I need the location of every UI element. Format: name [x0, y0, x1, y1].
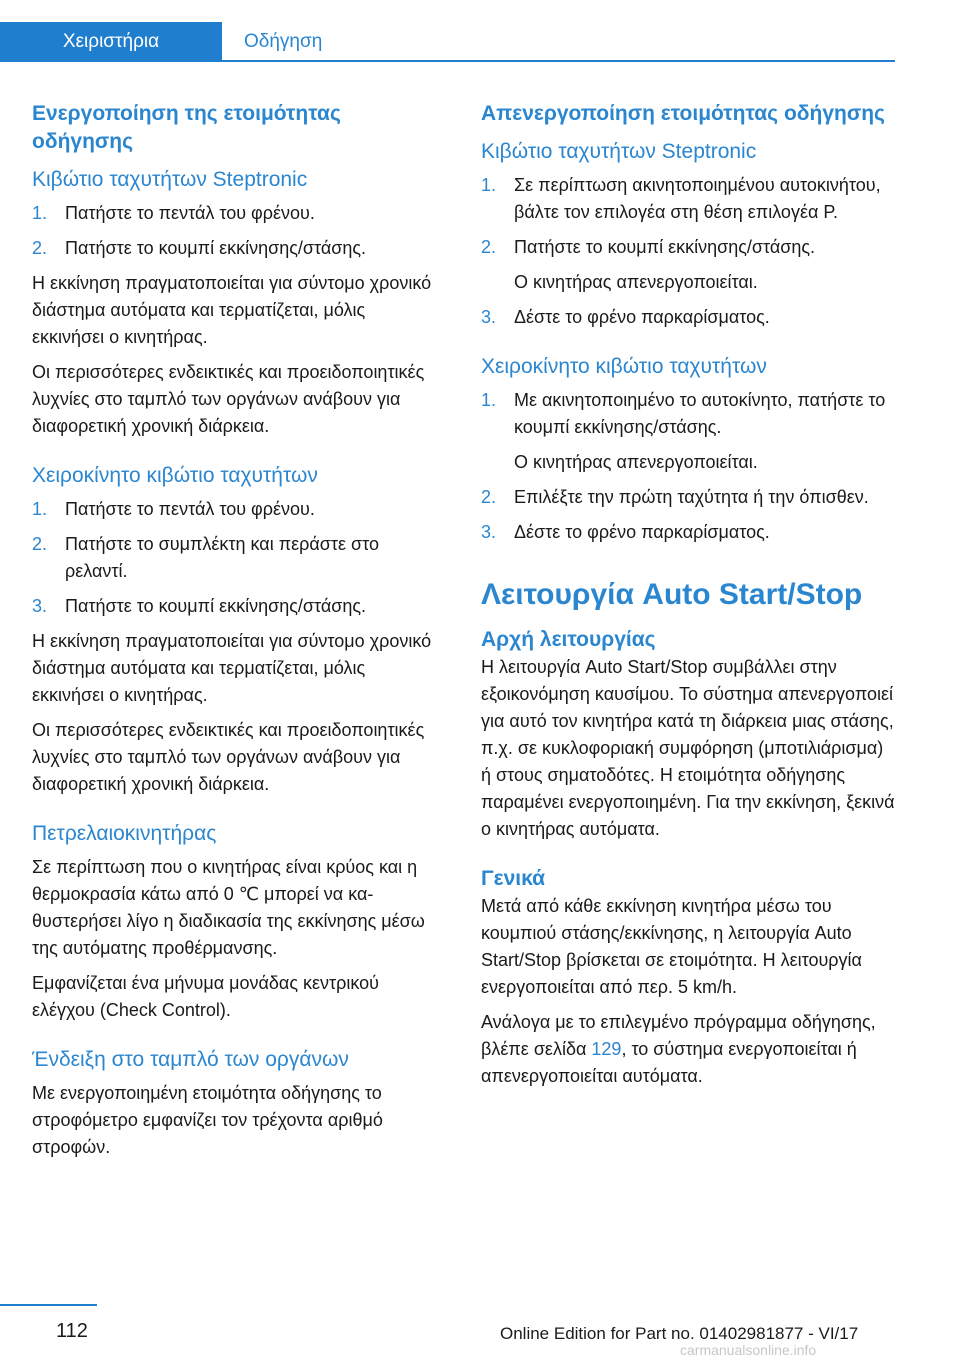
paragraph: Η εκκίνηση πραγματοποιείται για σύντομο χρονικό διάστημα αυτόματα και τερματίζεται, μόλις εκκινήσει ο κινητήρας. — [32, 631, 432, 705]
list-item — [32, 496, 442, 523]
list-item — [481, 387, 895, 476]
step-text: Δέστε το φρένο παρκαρίσματος. — [514, 307, 770, 327]
list-item — [32, 593, 442, 620]
subsection-heading: Αρχή λειτουργίας — [481, 628, 656, 651]
subsection-heading: Ένδειξη στο ταμπλό των οργάνων — [32, 1048, 349, 1071]
subsection-heading: Γενικά — [481, 867, 546, 890]
step-number: 1. — [32, 499, 48, 519]
left-column — [32, 100, 442, 1169]
paragraph: Μετά από κάθε εκκίνηση κινητήρα μέσω του κουμπιού στάσης/εκκίνησης, η λειτουργία Auto Start/Stop βρίσκεται σε ετοιμότητα. Η λειτουργία ενεργοποιείται από περ. 5 km/h. — [481, 896, 862, 997]
list-item — [481, 304, 895, 331]
step-result: Ο κινητήρας απενεργοποιείται. — [514, 452, 758, 472]
chapter-heading: Λειτουργία Auto Start/Stop — [481, 578, 863, 611]
subsection-heading: Χειροκίνητο κιβώτιο ταχυτήτων — [32, 464, 318, 487]
paragraph: Με ενεργοποιημένη ετοιμότητα οδήγησης το στροφόμετρο εμφανίζει τον τρέχοντα αριθμό στροφών. — [32, 1083, 383, 1157]
section-title: Ενεργοποίηση της ετοιμότητας οδήγησης — [32, 102, 341, 153]
right-column — [481, 100, 895, 1098]
list-item — [481, 234, 895, 296]
paragraph — [481, 1009, 895, 1090]
subsection-heading: Κιβώτιο ταχυτήτων Steptronic — [481, 140, 757, 163]
paragraph: Σε περίπτωση που ο κινητήρας είναι κρύος και η θερμοκρασία κάτω από 0 ℃ μπορεί να καθυστερήσει λίγο η διαδικασία της εκκίνησης μέσω της αυτόματης προθέρμανσης. — [32, 857, 425, 958]
list-item — [32, 235, 442, 262]
section-title: Απενεργοποίηση ετοιμότητας οδήγησης — [481, 102, 885, 125]
steps-list — [481, 172, 895, 331]
list-item — [481, 172, 895, 226]
step-number: 3. — [481, 307, 497, 327]
list-item — [481, 519, 895, 546]
step-number: 2. — [481, 237, 497, 257]
step-text: Δέστε το φρένο παρκαρίσματος. — [514, 522, 770, 542]
tab-controls[interactable]: Χειριστήρια — [0, 22, 222, 62]
list-item — [481, 484, 895, 511]
step-number: 1. — [32, 203, 48, 223]
steps-list — [481, 387, 895, 546]
step-number: 3. — [32, 596, 48, 616]
subsection-heading: Κιβώτιο ταχυτήτων Steptronic — [32, 168, 308, 191]
paragraph: Οι περισσότερες ενδεικτικές και προειδοποιητικές λυχνίες στο ταμπλό των οργάνων ανάβουν για διαφορετική χρονική διάρκεια. — [32, 362, 425, 436]
footer-divider — [0, 1304, 97, 1306]
step-text: Πατήστε το συμπλέκτη και περάστε στο ρελαντί. — [65, 534, 380, 581]
paragraph: Η εκκίνηση πραγματοποιείται για σύντομο χρονικό διάστημα αυτόματα και τερματίζεται, μόλις εκκινήσει ο κινητήρας. — [32, 273, 432, 347]
edition-note: Online Edition for Part no. 01402981877 - VI/17 — [500, 1324, 859, 1343]
steps-list — [32, 200, 442, 262]
list-item — [32, 200, 442, 227]
step-number: 2. — [32, 238, 48, 258]
paragraph: Η λειτουργία Auto Start/Stop συμβάλλει στην εξοικονόμηση καυσίμου. Το σύστημα απενεργοποιεί για αυτό τον κινητήρα κατά τη διάρκεια μιας στάσης, π.χ. σε κυκλοφοριακή συμφόρηση (μποτιλιάρισμα) ή στους σηματοδότες. Η ετοιμότητα οδήγησης παραμένει ενεργοποιημένη. Για την εκκίνηση, ξεκινά ο κινητήρας αυτόματα. — [481, 657, 895, 839]
step-text: Πατήστε το πεντάλ του φρένου. — [65, 203, 315, 223]
step-number: 2. — [481, 487, 497, 507]
step-text: Πατήστε το κουμπί εκκίνησης/στάσης. — [65, 238, 367, 258]
header-divider — [0, 60, 895, 62]
step-text: Επιλέξτε την πρώτη ταχύτητα ή την όπισθεν. — [514, 487, 869, 507]
step-text: Πατήστε το κουμπί εκκίνησης/στάσης. — [514, 237, 816, 257]
paragraph-text: Ανάλογα με το επιλεγμένο πρόγραμμα οδήγησης, βλέπε σελίδα — [481, 1012, 876, 1059]
list-item — [32, 531, 442, 585]
step-number: 2. — [32, 534, 48, 554]
page-reference-link[interactable]: 129 — [591, 1039, 622, 1059]
page-header — [0, 0, 895, 62]
step-number: 3. — [481, 522, 497, 542]
step-result: Ο κινητήρας απενεργοποιείται. — [514, 272, 758, 292]
paragraph: Εμφανίζεται ένα μήνυμα μονάδας κεντρικού ελέγχου (Check Control). — [32, 973, 380, 1020]
step-number: 1. — [481, 175, 497, 195]
steps-list — [32, 496, 442, 620]
step-number: 1. — [481, 390, 497, 410]
page-number: 112 — [56, 1320, 88, 1342]
step-text: Πατήστε το κουμπί εκκίνησης/στάσης. — [65, 596, 367, 616]
step-text: Πατήστε το πεντάλ του φρένου. — [65, 499, 315, 519]
watermark: carmanualsonline.info — [680, 1342, 817, 1358]
tab-driving[interactable]: Οδήγηση — [244, 31, 323, 52]
step-text: Σε περίπτωση ακινητοποιημένου αυτοκινήτου, βάλτε τον επιλογέα στη θέση επιλογέα P. — [514, 175, 881, 222]
paragraph-text: , το σύστημα ενεργοποιείται ή απενεργοποιείται αυτόματα. — [481, 1039, 857, 1086]
subsection-heading: Χειροκίνητο κιβώτιο ταχυτήτων — [481, 355, 767, 378]
step-text: Με ακινητοποιημένο το αυτοκίνητο, πατήστε το κουμπί εκκίνησης/στάσης. — [514, 390, 886, 437]
paragraph: Οι περισσότερες ενδεικτικές και προειδοποιητικές λυχνίες στο ταμπλό των οργάνων ανάβουν για διαφορετική χρονική διάρκεια. — [32, 720, 425, 794]
subsection-heading: Πετρελαιοκινητήρας — [32, 822, 217, 845]
